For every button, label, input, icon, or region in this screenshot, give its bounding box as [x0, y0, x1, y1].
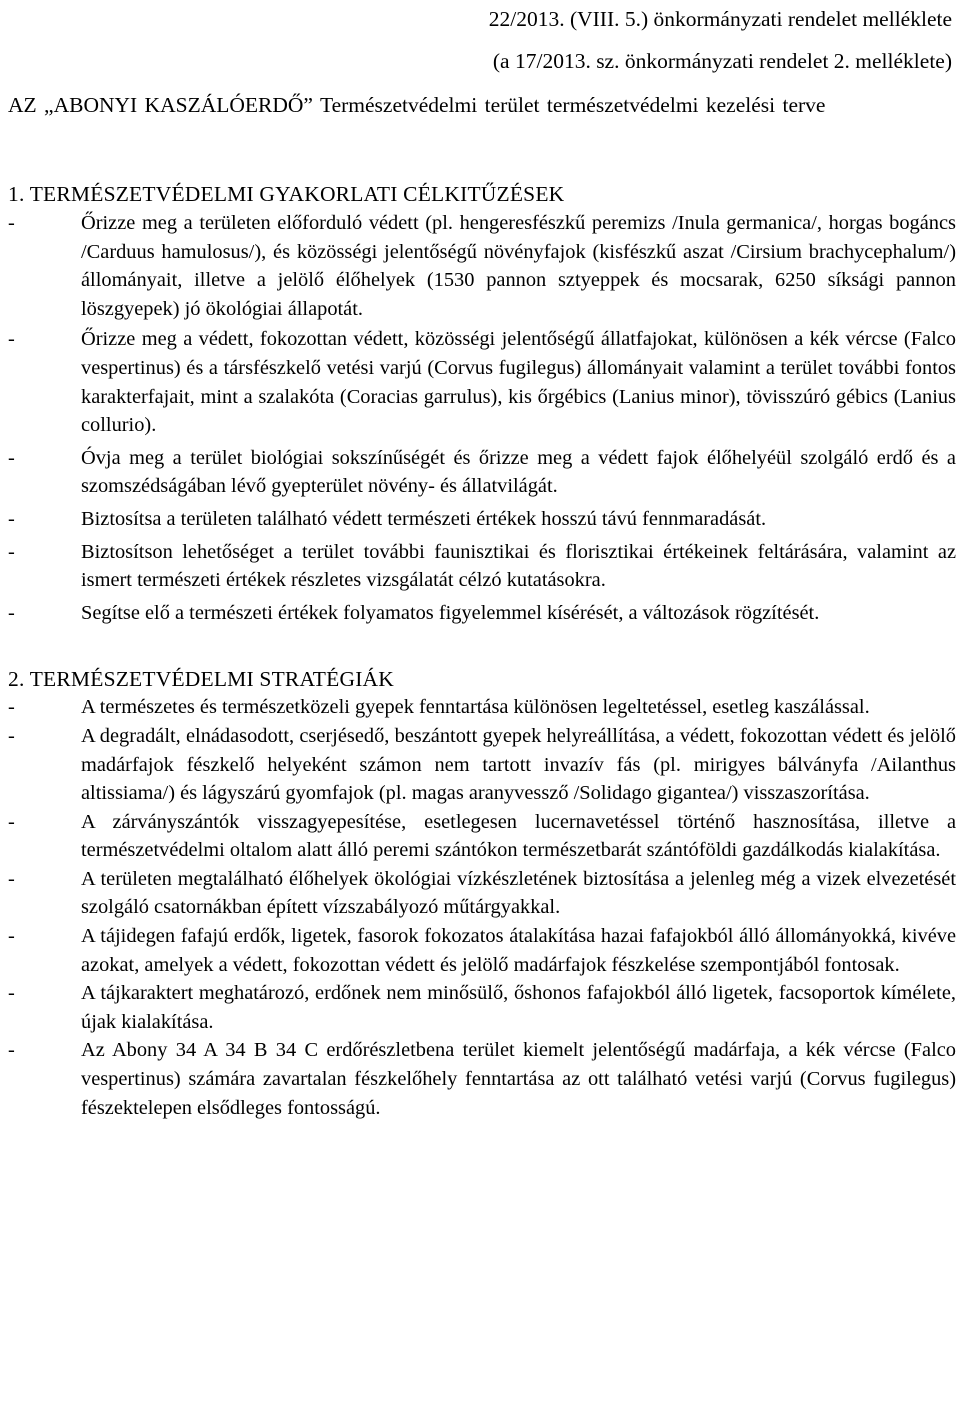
list-item-text: A tájidegen fafajú erdők, ligetek, fasorok fokozatos átalakítása hazai fafajokból álló állományokká, kivéve azokat, amelyek a védett, fokozottan védett és jelölő madárfajok fészkelése szempontjából fontosak. [81, 925, 956, 976]
objectives-list [8, 209, 956, 627]
list-bullet: - [8, 810, 15, 833]
document-title: AZ „ABONYI KASZÁLÓERDŐ” Természetvédelmi terület természetvédelmi kezelési terve [8, 93, 826, 117]
list-item [8, 808, 956, 865]
list-item-text: A degradált, elnádasodott, cserjésedő, beszántott gyepek helyreállítása, a védett, fokozottan védett és jelölő madárfajok fészkelő helyeként számon nem tartott invazív fás (pl. mirigyes bálványfa /Ailanthus altissiama/) és lágyszárú gyomfajok (pl. magas aranyvessző /Solidago gigantea/) visszaszorítása. [81, 724, 956, 805]
list-item-text: Biztosítsa a területen található védett természeti értékek hosszú távú fennmaradását. [81, 507, 767, 530]
section-heading-objectives: 1. TERMÉSZETVÉDELMI GYAKORLATI CÉLKITŰZÉSEK [8, 182, 565, 206]
list-item [8, 1036, 956, 1122]
list-item-text: Segítse elő a természeti értékek folyamatos figyelemmel kísérését, a változások rögzítését. [81, 601, 820, 624]
list-bullet: - [8, 1039, 15, 1062]
list-item-text: A területen megtalálható élőhelyek ökológiai vízkészletének biztosítása a jelenleg még a vizek elvezetését szolgáló csatornákban épített vízszabályozó műtárgyakkal. [81, 867, 956, 919]
list-item [8, 865, 956, 922]
header-annex-reference: (a 17/2013. sz. önkormányzati rendelet 2. melléklete) [492, 49, 952, 73]
strategies-list [8, 693, 956, 1122]
document-header [8, 4, 956, 76]
list-item [8, 599, 956, 628]
list-item-text: Az Abony 34 A 34 B 34 C erdőrészletbena terület kiemelt jelentőségű madárfaja, a kék vércse (Falco vespertinus) számára zavartalan fészkelőhely fenntartása az ott található vetési varjú (Corvus fugilegus) fészektelepen elsődleges fontosságú. [81, 1039, 956, 1119]
list-item-text: Biztosítson lehetőséget a terület további faunisztikai és florisztikai értékeinek feltárására, valamint az ismert természeti értékek részletes vizsgálatát célzó kutatásokra. [81, 540, 956, 592]
header-decree-reference: 22/2013. (VIII. 5.) önkormányzati rendelet melléklete [488, 7, 952, 31]
section-heading-strategies: 2. TERMÉSZETVÉDELMI STRATÉGIÁK [8, 667, 395, 692]
list-bullet: - [8, 982, 15, 1005]
list-item [8, 979, 956, 1036]
list-bullet: - [8, 724, 15, 747]
list-bullet: - [8, 867, 15, 890]
list-item [8, 722, 956, 808]
list-item [8, 505, 956, 534]
list-item-text: A zárványszántók visszagyepesítése, esetlegesen lucernavetéssel történő hasznosítása, illetve a természetvédelmi oltalom alatt álló peremi szántókon természetbarát szántóföldi gazdálkodás kialakítása. [81, 810, 956, 862]
list-bullet: - [8, 925, 15, 948]
list-bullet: - [8, 328, 15, 351]
list-bullet: - [8, 507, 15, 530]
list-item [8, 209, 956, 323]
list-item [8, 325, 956, 439]
list-bullet: - [8, 212, 15, 234]
list-item-text: A természetes és természetközeli gyepek fenntartása különösen legeltetéssel, esetleg kaszálással. [81, 696, 870, 719]
list-bullet: - [8, 446, 15, 469]
list-item [8, 922, 956, 979]
list-bullet: - [8, 601, 15, 624]
list-item-text: Őrizze meg a védett, fokozottan védett, közösségi jelentőségű állatfajokat, különösen a kék vércse (Falco vespertinus) és a társfészkelő vetési varjú (Corvus fugilegus) állományait valamint a terület további fontos karakterfajait, mint a szalakóta (Coracias garrulus), kis őrgébics (Lanius minor), tövisszúró gébics (Lanius collurio). [81, 328, 956, 437]
list-item [8, 693, 956, 722]
list-bullet: - [8, 540, 15, 563]
list-item [8, 444, 956, 501]
list-bullet: - [8, 696, 15, 719]
list-item-text: A tájkaraktert meghatározó, erdőnek nem minősülő, őshonos fafajokból álló ligetek, facsoportok kímélete, újak kialakítása. [81, 982, 956, 1033]
list-item [8, 538, 956, 595]
document-page [8, 0, 956, 1416]
list-item-text: Őrizze meg a területen előforduló védett (pl. hengeresfészkű peremizs /Inula germanica/, horgas bogáncs /Carduus hamulosus/), és közösségi jelentőségű növényfajok (kisfészkű aszat /Cirsium brachycephalum/) állományait, illetve a jelölő élőhelyek (1530 pannon sztyeppek és mocsarak, 6250 síksági pannon löszgyepek) jó ökológiai állapotát. [81, 212, 956, 320]
list-item-text: Óvja meg a terület biológiai sokszínűségét és őrizze meg a védett fajok élőhelyéül szolgáló erdő és a szomszédságában lévő gyepterület növény- és állatvilágát. [81, 446, 956, 498]
